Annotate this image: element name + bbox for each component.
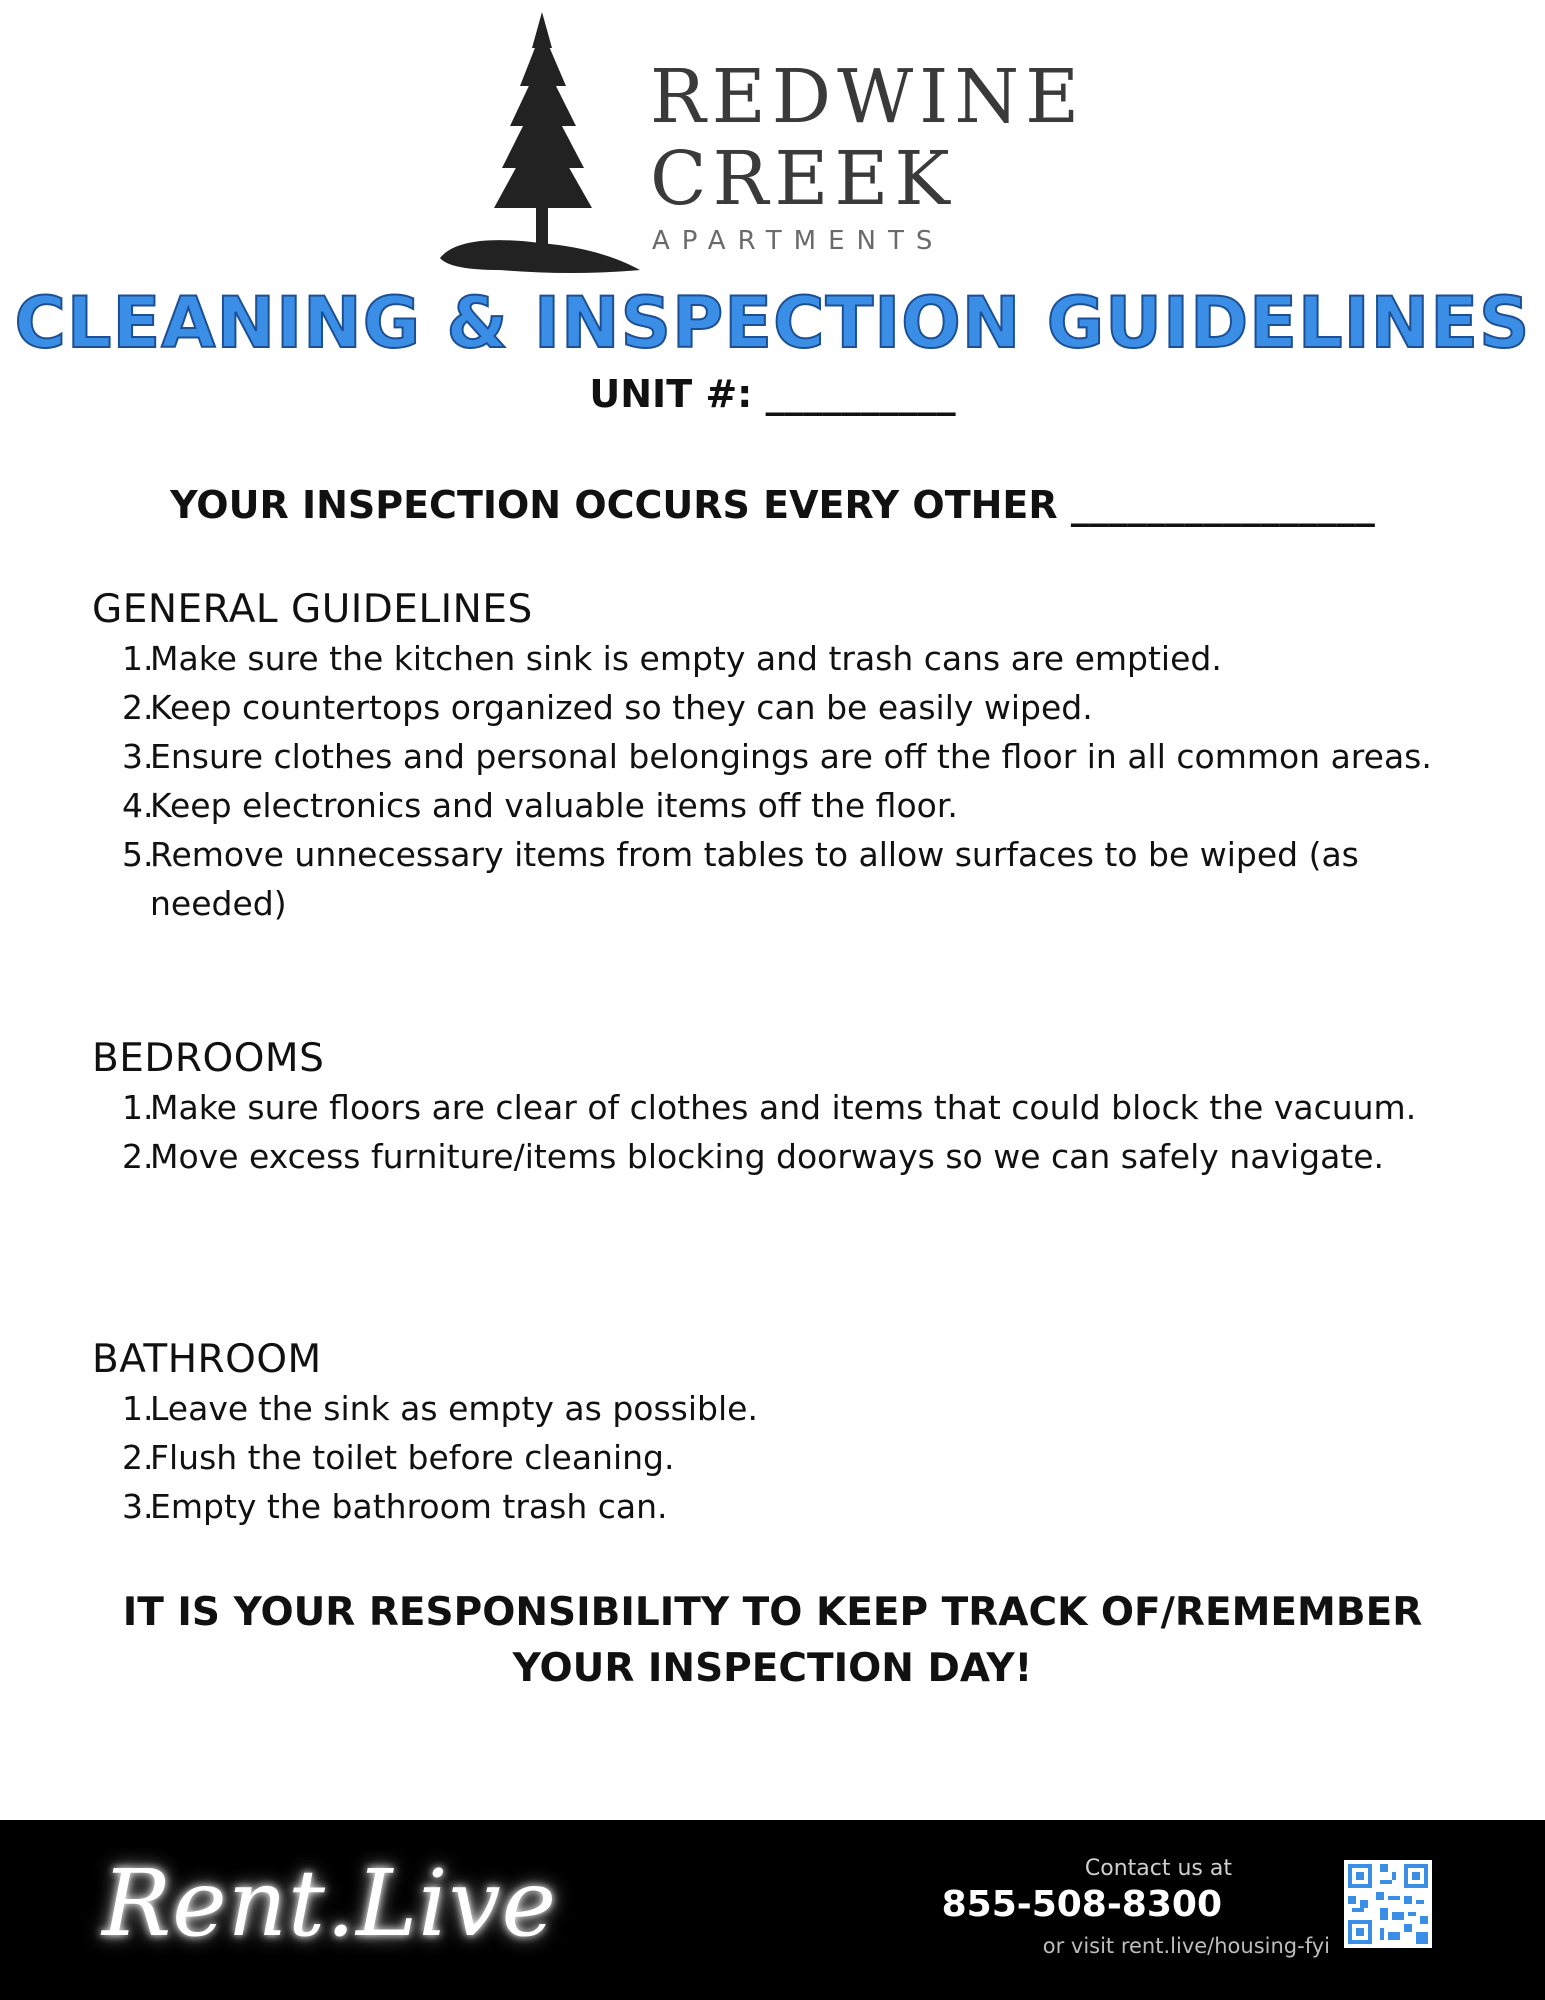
footer [0,1820,1545,2000]
bathroom-section [92,1336,1492,1531]
unit-number-line: UNIT #: __________ [589,372,956,416]
notice-line-1: IT IS YOUR RESPONSIBILITY TO KEEP TRACK OF/REMEMBER [122,1590,1423,1635]
contact-url: or visit rent.live/housing-fyi [1042,1934,1330,1958]
list-item: 3. Empty the bathroom trash can. [122,1487,668,1526]
qr-code-icon [1344,1860,1432,1948]
company-logo [420,8,1120,288]
responsibility-notice [0,1585,1545,1697]
list-item: 4. Keep electronics and valuable items off the floor. [122,786,958,825]
bedrooms-section [92,1035,1492,1181]
brand-subtitle: APARTMENTS [652,226,945,256]
pine-tree-icon [420,8,650,288]
page-title: CLEANING & INSPECTION GUIDELINES [14,282,1531,364]
contact-phone: 855-508-8300 [941,1884,1222,1925]
general-guidelines-section [92,586,1492,928]
inspection-schedule-line: YOUR INSPECTION OCCURS EVERY OTHER ________________ [170,483,1375,527]
notice-line-2: YOUR INSPECTION DAY! [512,1646,1033,1691]
brand-name-line1: REDWINE [650,54,1086,140]
contact-label: Contact us at [1084,1856,1232,1881]
list-item: 5. Remove unnecessary items from tables to allow surfaces to be wiped (as needed) [122,835,1359,923]
section-heading: BATHROOM [92,1337,322,1382]
list-item: 1. Make sure floors are clear of clothes and items that could block the vacuum. [122,1088,1417,1127]
list-item: 3. Ensure clothes and personal belongings are off the floor in all common areas. [122,737,1432,776]
list-item: 2. Move excess furniture/items blocking doorways so we can safely navigate. [122,1137,1385,1176]
list-item: 2. Keep countertops organized so they can be easily wiped. [122,688,1093,727]
list-item: 1. Make sure the kitchen sink is empty and trash cans are emptied. [122,639,1222,678]
brand-name-line2: CREEK [650,136,956,222]
section-heading: BEDROOMS [92,1036,325,1081]
list-item: 2. Flush the toilet before cleaning. [122,1438,675,1477]
list-item: 1. Leave the sink as empty as possible. [122,1389,758,1428]
section-heading: GENERAL GUIDELINES [92,587,533,632]
rent-live-logo: Rent.Live [102,1850,558,1957]
